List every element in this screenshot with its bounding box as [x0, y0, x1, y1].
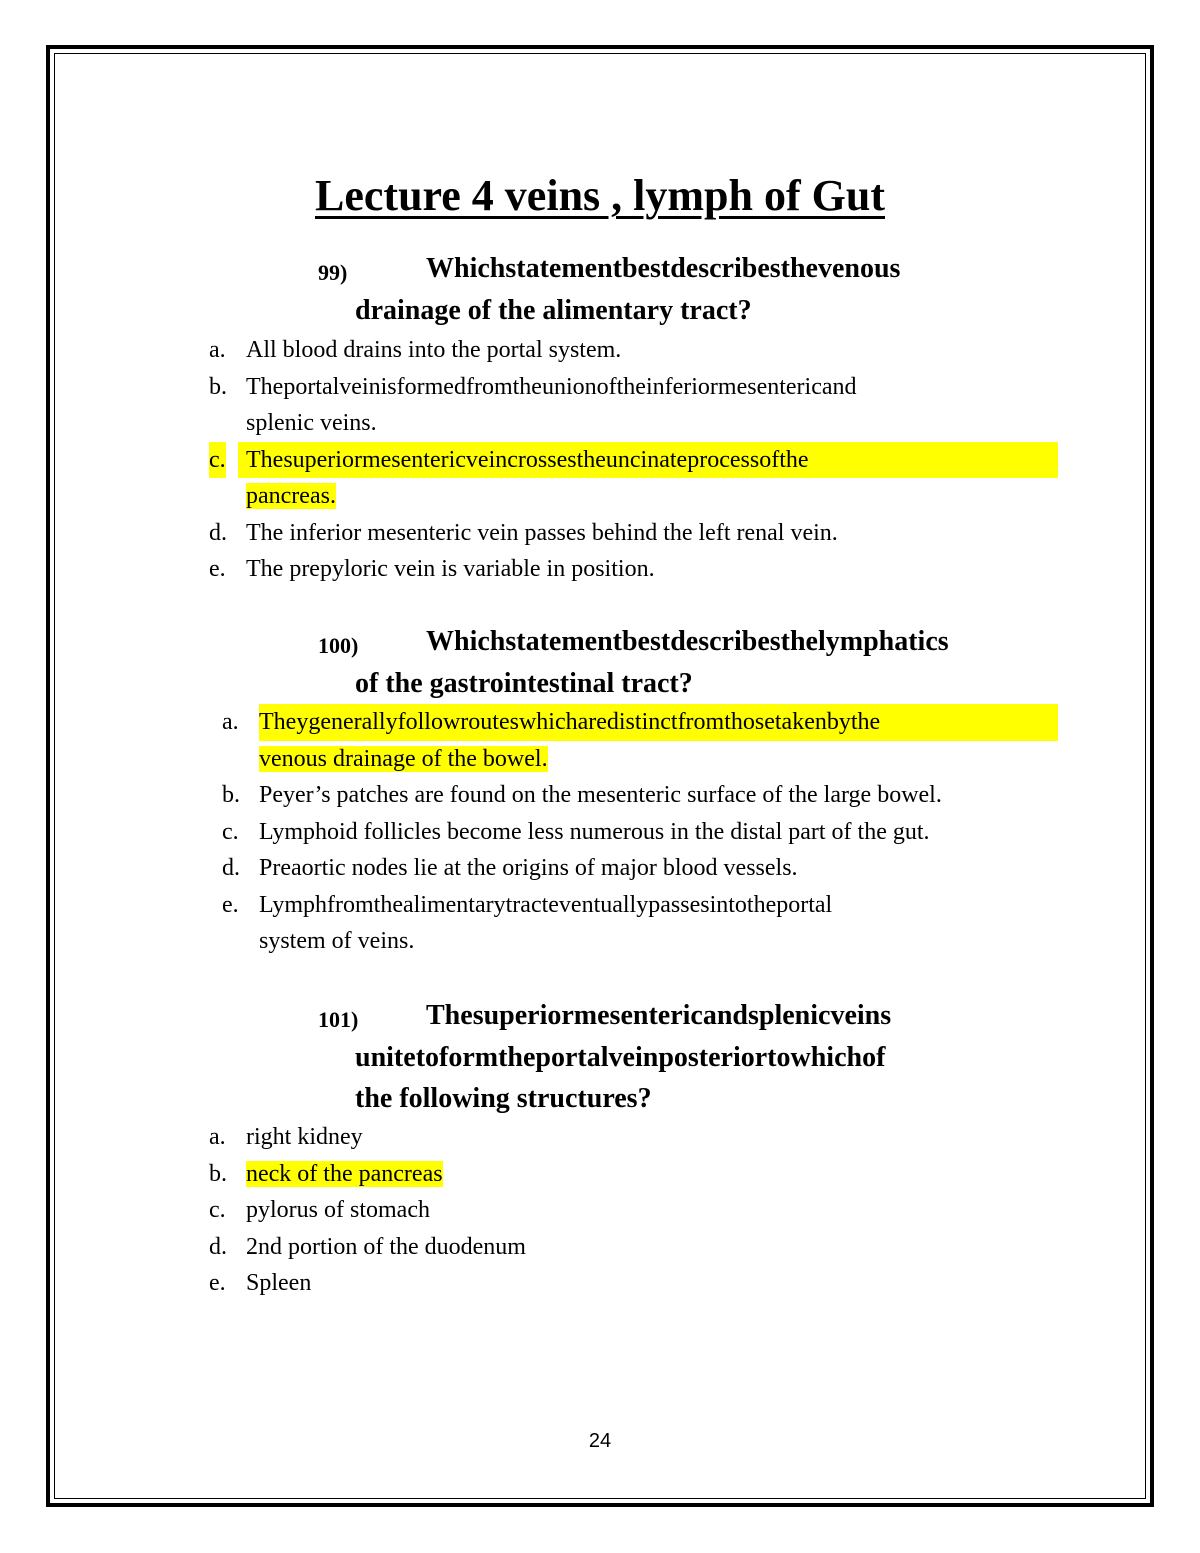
question-text-line: the following structures? — [355, 1083, 652, 1114]
options-99 — [209, 332, 1058, 588]
question-number: 99) — [318, 260, 348, 285]
word: process — [687, 446, 760, 473]
option-text: neck of the pancreas — [246, 1160, 443, 1187]
word: lymphatics — [817, 626, 949, 657]
option-letter: a. — [222, 709, 239, 735]
option-text: pancreas. — [246, 483, 336, 509]
option-text: Lymphoid follicles become less numerous in the distal part of the gut. — [259, 818, 930, 845]
question-99 — [318, 248, 1058, 331]
option-c[interactable] — [222, 814, 1058, 851]
word: union — [541, 373, 597, 400]
word: describes — [670, 253, 781, 284]
word: the — [780, 253, 818, 284]
option-text: Preaortic nodes lie at the origins of major blood vessels. — [259, 855, 798, 881]
word: formed — [396, 373, 466, 400]
question-text-line — [355, 621, 1058, 663]
word: of — [759, 446, 780, 473]
option-letter: a. — [209, 1124, 226, 1150]
word: mesenteric — [361, 446, 466, 473]
word: posterior — [658, 1041, 768, 1073]
word: by — [826, 709, 851, 735]
word: the — [498, 1041, 536, 1073]
option-a[interactable] — [209, 332, 1058, 369]
word: the — [373, 891, 403, 918]
word: portal — [776, 891, 833, 918]
option-text: system of veins. — [259, 928, 415, 954]
option-letter: b. — [222, 782, 240, 808]
word: the — [850, 709, 881, 735]
option-text: 2nd portion of the duodenum — [246, 1233, 526, 1260]
question-text-line — [355, 1037, 1058, 1079]
option-e[interactable] — [209, 551, 1058, 588]
word: describes — [670, 626, 781, 657]
page-title: Lecture 4 veins , lymph of Gut — [315, 171, 885, 220]
word: from — [465, 373, 513, 400]
option-text — [238, 442, 1058, 479]
word: eventually — [548, 891, 649, 918]
word: crosses — [507, 446, 577, 473]
option-letter: e. — [222, 891, 239, 918]
question-text-line: drainage of the alimentary tract? — [355, 294, 752, 326]
option-text — [259, 704, 1058, 741]
question-100 — [318, 621, 1058, 704]
option-letter: b. — [209, 1160, 227, 1187]
word: venous — [817, 253, 901, 284]
word: The — [246, 373, 284, 400]
page-number: 24 — [588, 1430, 612, 1452]
word: splenic — [748, 1000, 831, 1031]
word: to — [415, 1041, 440, 1073]
word: is — [380, 373, 397, 400]
option-letter: d. — [209, 519, 227, 546]
option-d[interactable] — [222, 850, 1058, 887]
word: from — [327, 891, 374, 918]
question-text-line: of the gastrointestinal tract? — [355, 667, 693, 699]
word: and — [821, 373, 857, 400]
option-text: The inferior mesenteric vein passes behind the left renal vein. — [246, 519, 838, 546]
word: statement — [505, 253, 622, 284]
word: Which — [426, 626, 506, 657]
option-text: Spleen — [246, 1270, 312, 1296]
word: which — [790, 1041, 863, 1073]
word: superior — [472, 1000, 574, 1031]
word: uncinate — [605, 446, 688, 473]
option-letter: c. — [222, 818, 239, 845]
word: The — [426, 1000, 473, 1031]
word: are — [577, 709, 607, 735]
option-b[interactable] — [222, 777, 1058, 814]
question-101 — [318, 995, 1058, 1120]
word: routes — [460, 709, 519, 735]
word: taken — [774, 709, 827, 735]
word: vein — [608, 1041, 659, 1073]
option-a-correct[interactable] — [222, 704, 1058, 777]
word: Lymph — [259, 891, 328, 918]
word: passes — [648, 891, 710, 918]
word: best — [621, 253, 671, 284]
word: follow — [397, 709, 461, 735]
option-e[interactable] — [222, 887, 1058, 960]
word: those — [724, 709, 775, 735]
word: of — [596, 373, 617, 400]
word: tract — [505, 891, 549, 918]
word: vein — [465, 446, 508, 473]
word: of — [862, 1041, 886, 1073]
word: form — [439, 1041, 499, 1073]
word: statement — [505, 626, 622, 657]
word: generally — [308, 709, 398, 735]
word: the — [616, 373, 646, 400]
word: to — [767, 1041, 791, 1073]
option-d[interactable] — [209, 515, 1058, 552]
word: and — [702, 1000, 748, 1031]
word: the — [576, 446, 606, 473]
option-letter: a. — [209, 337, 226, 363]
word: They — [259, 709, 309, 735]
word: Which — [426, 253, 506, 284]
option-text: All blood drains into the portal system. — [246, 337, 622, 363]
option-text: splenic veins. — [246, 410, 377, 436]
word: the — [512, 373, 542, 400]
word: mesenteric — [717, 373, 822, 400]
option-letter: d. — [222, 855, 240, 881]
word: into — [709, 891, 747, 918]
options-101 — [209, 1119, 526, 1302]
option-text: venous drainage of the bowel. — [259, 745, 548, 772]
word: distinct — [606, 709, 678, 735]
option-a[interactable] — [209, 1119, 526, 1156]
word: unite — [355, 1041, 416, 1073]
word: mesenteric — [573, 1000, 703, 1031]
question-text-line — [355, 248, 1058, 290]
word: alimentary — [403, 891, 506, 918]
word: best — [621, 626, 671, 657]
option-letter: d. — [209, 1233, 227, 1260]
options-100 — [222, 704, 1058, 960]
option-text: Peyer’s patches are found on the mesenteric surface of the large bowel. — [259, 782, 942, 808]
option-text — [259, 887, 1058, 924]
option-d[interactable] — [209, 1229, 526, 1266]
word: the — [746, 891, 777, 918]
option-e[interactable] — [209, 1265, 526, 1302]
word: the — [780, 626, 818, 657]
option-letter: e. — [209, 1270, 226, 1296]
word: veins — [830, 1000, 892, 1031]
question-number: 100) — [318, 633, 359, 658]
word: portal — [283, 373, 340, 400]
option-letter: e. — [209, 556, 226, 582]
word: superior — [283, 446, 362, 473]
option-b[interactable] — [209, 369, 1058, 442]
option-b-correct[interactable] — [209, 1156, 526, 1193]
option-text — [246, 369, 1058, 406]
question-text-line — [355, 995, 1058, 1037]
option-text: right kidney — [246, 1124, 363, 1150]
option-c[interactable] — [209, 1192, 526, 1229]
option-c-correct[interactable] — [209, 442, 1058, 515]
word: the — [779, 446, 809, 473]
word: vein — [339, 373, 381, 400]
question-number: 101) — [318, 1007, 359, 1032]
word: which — [518, 709, 578, 735]
word: portal — [535, 1041, 609, 1073]
option-text: The prepyloric vein is variable in position. — [246, 556, 655, 582]
option-letter: b. — [209, 373, 227, 400]
word: inferior — [645, 373, 718, 400]
option-letter: c. — [209, 442, 226, 479]
option-text: pylorus of stomach — [246, 1197, 430, 1223]
option-letter: c. — [209, 1197, 226, 1223]
word: from — [677, 709, 725, 735]
word: The — [246, 446, 284, 473]
